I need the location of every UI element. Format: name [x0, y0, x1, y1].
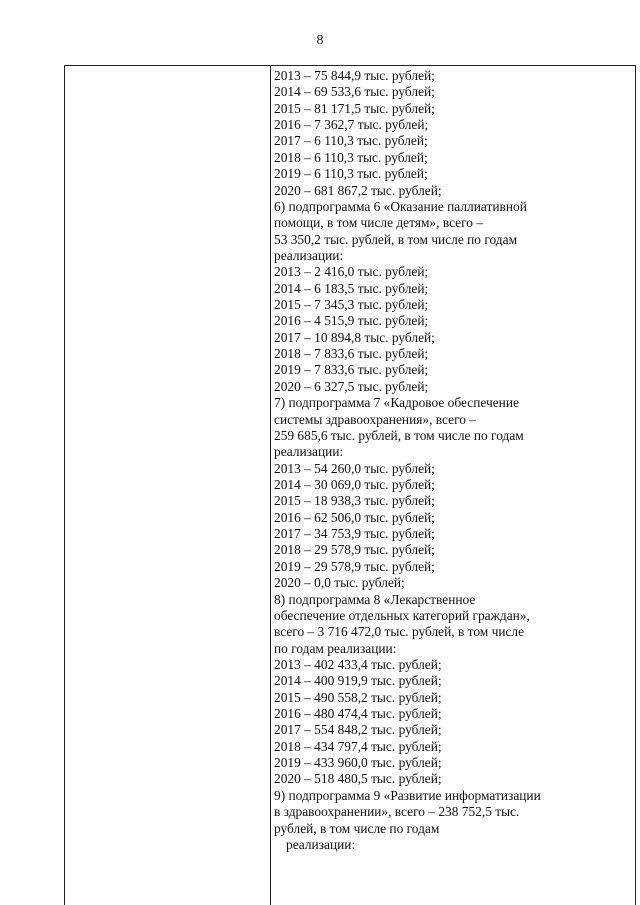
text-line: реализации: — [274, 247, 344, 263]
subprogram-6-heading: 6) подпрограмма 6 «Оказание паллиативной — [274, 198, 527, 214]
text-line: в здравоохранении», всего – 238 752,5 тыс. — [274, 804, 520, 820]
text-line: 2018 – 6 110,3 тыс. рублей; — [274, 149, 428, 165]
text-line: 2013 – 54 260,0 тыс. рублей; — [274, 460, 435, 476]
text-line: 2016 – 4 515,9 тыс. рублей; — [274, 313, 429, 329]
text-line: 2018 – 29 578,9 тыс. рублей; — [274, 542, 435, 558]
text-line: 2019 – 433 960,0 тыс. рублей; — [274, 755, 442, 771]
text-line: 2020 – 0,0 тыс. рублей; — [274, 575, 405, 591]
text-line: системы здравоохранения», всего – — [274, 411, 476, 427]
text-line: 2015 – 7 345,3 тыс. рублей; — [274, 297, 429, 313]
text-line: 2019 – 29 578,9 тыс. рублей; — [274, 558, 435, 574]
text-line: 259 685,6 тыс. рублей, в том числе по годам — [274, 427, 524, 443]
text-line: 2014 – 69 533,6 тыс. рублей; — [274, 84, 435, 100]
text-line: реализации: — [286, 836, 356, 852]
text-line: 2014 – 400 919,9 тыс. рублей; — [274, 673, 442, 689]
text-line: обеспечение отдельных категорий граждан», — [274, 607, 530, 623]
text-line: 2016 – 62 506,0 тыс. рублей; — [274, 509, 435, 525]
subprogram-8-heading: 8) подпрограмма 8 «Лекарственное — [274, 591, 476, 607]
text-line: 2017 – 10 894,8 тыс. рублей; — [274, 329, 435, 345]
column-divider — [270, 66, 271, 905]
text-line: 2017 – 6 110,3 тыс. рублей; — [274, 133, 428, 149]
text-line: 2014 – 30 069,0 тыс. рублей; — [274, 476, 435, 492]
text-line: 2018 – 434 797,4 тыс. рублей; — [274, 738, 442, 754]
subprogram-7-heading: 7) подпрограмма 7 «Кадровое обеспечение — [274, 395, 519, 411]
text-line: 2013 – 75 844,9 тыс. рублей; — [274, 68, 435, 83]
text-line: 2013 – 402 433,4 тыс. рублей; — [274, 656, 442, 672]
text-line: помощи, в том числе детям», всего – — [274, 215, 484, 231]
text-line: 2020 – 518 480,5 тыс. рублей; — [274, 771, 442, 787]
text-line: реализации: — [274, 444, 344, 460]
text-line: 2015 – 490 558,2 тыс. рублей; — [274, 689, 442, 705]
text-line: 2019 – 6 110,3 тыс. рублей; — [274, 166, 428, 182]
text-line: рублей, в том числе по годам — [274, 820, 440, 836]
subprogram-9-heading: 9) подпрограмма 9 «Развитие информатизации — [274, 787, 541, 803]
page-number: 8 — [316, 33, 324, 48]
text-line: 2019 – 7 833,6 тыс. рублей; — [274, 362, 429, 378]
text-line: 2018 – 7 833,6 тыс. рублей; — [274, 346, 429, 362]
table-cell-financing-text — [274, 68, 629, 853]
document-table — [64, 65, 636, 905]
text-line: по годам реализации: — [274, 640, 397, 656]
text-line: 2016 – 480 474,4 тыс. рублей; — [274, 706, 442, 722]
text-line: 2015 – 81 171,5 тыс. рублей; — [274, 100, 435, 116]
text-line: 2015 – 18 938,3 тыс. рублей; — [274, 493, 435, 509]
text-line: 2020 – 681 867,2 тыс. рублей; — [274, 182, 442, 198]
text-line: 53 350,2 тыс. рублей, в том числе по годам — [274, 231, 518, 247]
text-line: 2014 – 6 183,5 тыс. рублей; — [274, 280, 429, 296]
text-line: 2020 – 6 327,5 тыс. рублей; — [274, 378, 429, 394]
text-line: 2017 – 34 753,9 тыс. рублей; — [274, 526, 435, 542]
text-line: 2016 – 7 362,7 тыс. рублей; — [274, 117, 429, 133]
text-line: всего – 3 716 472,0 тыс. рублей, в том числе — [274, 624, 525, 640]
text-line: 2013 – 2 416,0 тыс. рублей; — [274, 264, 429, 280]
text-line: 2017 – 554 848,2 тыс. рублей; — [274, 722, 442, 738]
